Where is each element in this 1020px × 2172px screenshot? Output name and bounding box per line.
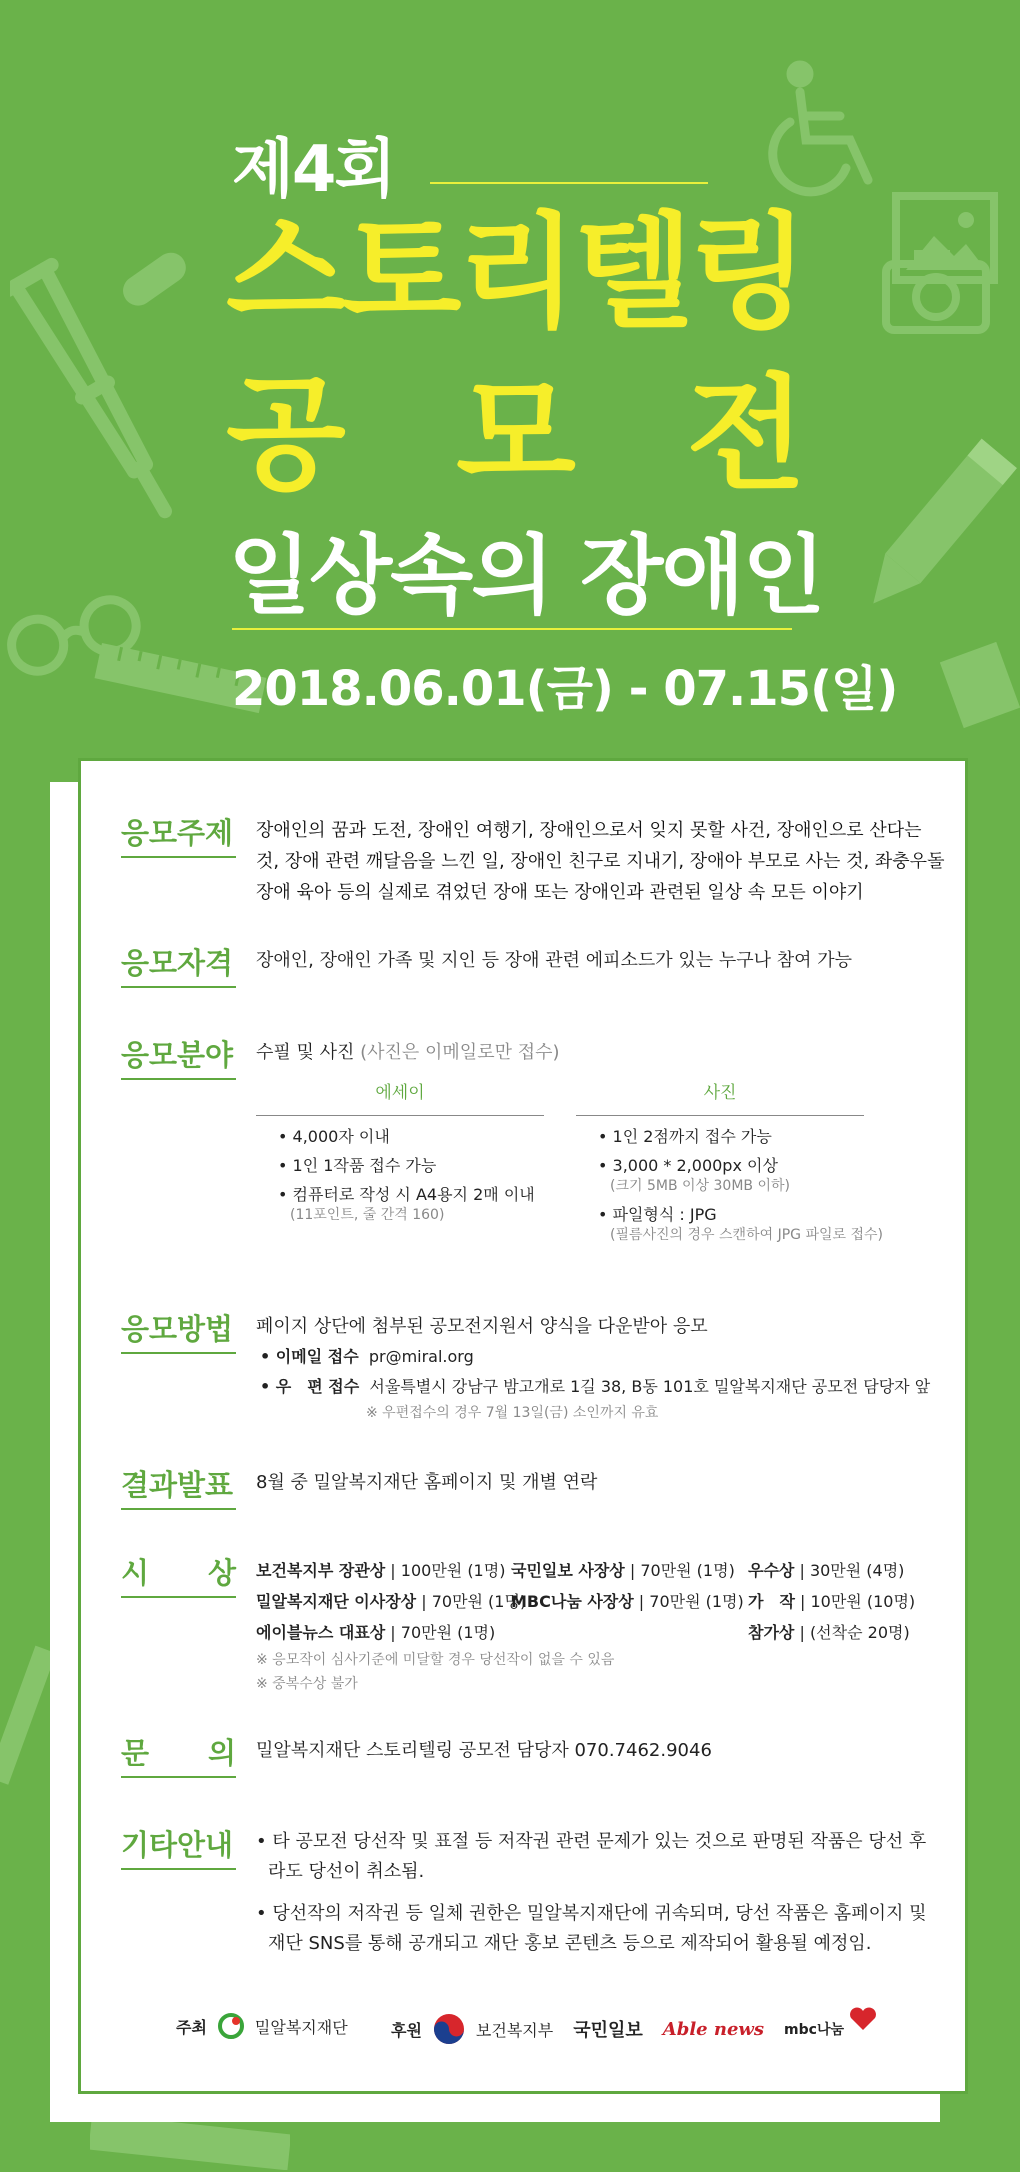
award-name: 보건복지부 장관상 bbox=[256, 1561, 386, 1580]
sponsor-ministry: 보건복지부 bbox=[475, 2020, 554, 2040]
awards-column bbox=[511, 1555, 748, 1648]
section-title: 응모자격 bbox=[121, 941, 236, 988]
info-panel bbox=[78, 758, 968, 2094]
award-detail: | 70만원 (1명) bbox=[624, 1561, 735, 1580]
awards-body bbox=[256, 1555, 946, 1696]
host-name: 밀알복지재단 bbox=[254, 2017, 348, 2037]
result-text: 8월 중 밀알복지재단 홈페이지 및 개별 연락 bbox=[256, 1472, 598, 1493]
award-item bbox=[511, 1586, 748, 1617]
miral-logo-icon bbox=[217, 2012, 245, 2040]
title-char: 상 bbox=[207, 1556, 236, 1590]
sponsor-kukmin: 국민일보 bbox=[573, 2020, 643, 2041]
section-title: 기타안내 bbox=[121, 1823, 236, 1870]
post-label: • 우 편 접수 bbox=[260, 1377, 360, 1396]
awards-column bbox=[748, 1555, 915, 1648]
photo-item: • 3,000 * 2,000px 이상 bbox=[598, 1156, 778, 1175]
sponsor-mbc: mbc나눔 bbox=[784, 2022, 845, 2038]
contest-period: 2018.06.01(금) - 07.15(일) bbox=[232, 661, 898, 717]
essay-heading: 에세이 bbox=[256, 1078, 544, 1116]
contest-label bbox=[226, 363, 806, 507]
contest-char: 모 bbox=[456, 363, 576, 507]
section-title: 응모방법 bbox=[121, 1307, 236, 1354]
contest-char: 공 bbox=[226, 363, 346, 507]
section-title bbox=[121, 1551, 236, 1598]
inquiry-text: 밀알복지재단 스토리텔링 공모전 담당자 070.7462.9046 bbox=[256, 1740, 712, 1761]
award-item bbox=[748, 1586, 915, 1617]
host-group bbox=[176, 2012, 348, 2040]
section-title: 응모주제 bbox=[121, 811, 236, 858]
contest-subtitle: 일상속의 장애인 bbox=[228, 526, 824, 626]
essay-column bbox=[256, 1078, 544, 1245]
award-detail: | (선착순 20명) bbox=[794, 1623, 910, 1642]
footer-logos bbox=[176, 1996, 926, 2056]
award-item bbox=[511, 1555, 748, 1586]
award-detail: | 30만원 (4명) bbox=[794, 1561, 905, 1580]
photo-note: (크기 5MB 이상 30MB 이하) bbox=[610, 1178, 790, 1194]
award-name: 국민일보 사장상 bbox=[511, 1561, 625, 1580]
award-name: 가 작 bbox=[748, 1592, 795, 1611]
theme-text: 장애인의 꿈과 도전, 장애인 여행기, 장애인으로서 잊지 못할 사건, 장애인으로 산다는 것, 장애 관련 깨달음을 느낀 일, 장애인 친구로 지내기, 장애아 부모로 사는 것, 좌충우돌 장애 육아 등의 실제로 겪었던 장애 또는 장애인과 관련된 일상 속 모든 이야기 bbox=[256, 820, 945, 903]
post-note: ※ 우편접수의 경우 7월 13일(금) 소인까지 유효 bbox=[366, 1405, 659, 1421]
other-item: • 당선작의 저작권 등 일체 권한은 밀알복지재단에 귀속되며, 당선 작품은 홈페이지 및 재단 SNS를 통해 공개되고 재단 홍보 콘텐츠 등으로 제작되어 활용될 예정임. bbox=[256, 1903, 927, 1954]
title-char: 의 bbox=[207, 1736, 236, 1770]
sponsor-group bbox=[391, 2012, 878, 2046]
mbc-heart-icon bbox=[848, 2006, 878, 2032]
sponsor-able: Able news bbox=[662, 2018, 765, 2040]
other-item: • 타 공모전 당선작 및 표절 등 저작권 관련 문제가 있는 것으로 판명된 작품은 당선 후 라도 당선이 취소됨. bbox=[256, 1831, 927, 1882]
award-detail: | 100만원 (1명) bbox=[385, 1561, 506, 1580]
category-lead: 수필 및 사진 bbox=[256, 1042, 355, 1063]
title-char: 시 bbox=[121, 1556, 150, 1590]
photo-note: (필름사진의 경우 스캔하여 JPG 파일로 접수) bbox=[610, 1227, 883, 1243]
title-char: 문 bbox=[121, 1736, 150, 1770]
category-lead-note: (사진은 이메일로만 접수) bbox=[360, 1042, 560, 1063]
photo-item: • 파일형식 : JPG bbox=[598, 1205, 717, 1224]
photo-item: • 1인 2점까지 접수 가능 bbox=[598, 1127, 772, 1146]
awards-note: ※ 중복수상 불가 bbox=[256, 1676, 358, 1692]
sponsor-label: 후원 bbox=[391, 2020, 422, 2040]
contest-round: 제4회 bbox=[232, 133, 395, 207]
method-lead: 페이지 상단에 첨부된 공모전지원서 양식을 다운받아 응모 bbox=[256, 1316, 708, 1337]
subtitle-divider bbox=[232, 628, 792, 630]
hero bbox=[0, 0, 1020, 760]
essay-item: • 4,000자 이내 bbox=[278, 1127, 390, 1146]
section-title bbox=[121, 1731, 236, 1778]
award-name: MBC나눔 사장상 bbox=[511, 1592, 634, 1611]
award-name: 밀알복지재단 이사장상 bbox=[256, 1592, 417, 1611]
host-label: 주최 bbox=[176, 2017, 207, 2037]
category-body bbox=[256, 1037, 946, 1245]
award-item bbox=[748, 1555, 915, 1586]
awards-note: ※ 응모작이 심사기준에 미달할 경우 당선작이 없을 수 있음 bbox=[256, 1652, 615, 1668]
method-body bbox=[256, 1311, 946, 1424]
award-name: 참가상 bbox=[748, 1623, 795, 1642]
email-label: • 이메일 접수 bbox=[260, 1347, 359, 1366]
essay-item: • 1인 1작품 접수 가능 bbox=[278, 1156, 437, 1175]
awards-column bbox=[256, 1555, 527, 1648]
photo-column bbox=[576, 1078, 883, 1245]
contest-char: 전 bbox=[686, 363, 806, 507]
post-address: 서울특별시 강남구 밤고개로 1길 38, B동 101호 밀알복지재단 공모전 담당자 앞 bbox=[369, 1377, 931, 1396]
title-divider bbox=[430, 182, 708, 184]
ministry-emblem-icon bbox=[432, 2012, 466, 2046]
essay-item: • 컴퓨터로 작성 시 A4용지 2매 이내 bbox=[278, 1185, 535, 1204]
contest-title: 스토리텔링 bbox=[226, 201, 805, 345]
award-detail: | 70만원 (1명) bbox=[385, 1623, 496, 1642]
award-item bbox=[748, 1617, 915, 1648]
section-title: 결과발표 bbox=[121, 1463, 236, 1510]
award-item bbox=[256, 1555, 511, 1586]
eligibility-text: 장애인, 장애인 가족 및 지인 등 장애 관련 에피소드가 있는 누구나 참여 가능 bbox=[256, 950, 853, 971]
other-body bbox=[256, 1827, 946, 1959]
essay-note: (11포인트, 줄 간격 160) bbox=[290, 1207, 445, 1223]
award-name: 우수상 bbox=[748, 1561, 795, 1580]
email-address[interactable]: pr@miral.org bbox=[368, 1347, 474, 1366]
award-detail: | 70만원 (1명) bbox=[633, 1592, 744, 1611]
photo-heading: 사진 bbox=[576, 1078, 864, 1116]
section-title: 응모분야 bbox=[121, 1033, 236, 1080]
award-item bbox=[256, 1617, 511, 1648]
award-detail: | 10만원 (10명) bbox=[794, 1592, 916, 1611]
award-name: 에이블뉴스 대표상 bbox=[256, 1623, 386, 1642]
award-detail: | 70만원 (1명) bbox=[416, 1592, 527, 1611]
award-item bbox=[256, 1586, 527, 1617]
